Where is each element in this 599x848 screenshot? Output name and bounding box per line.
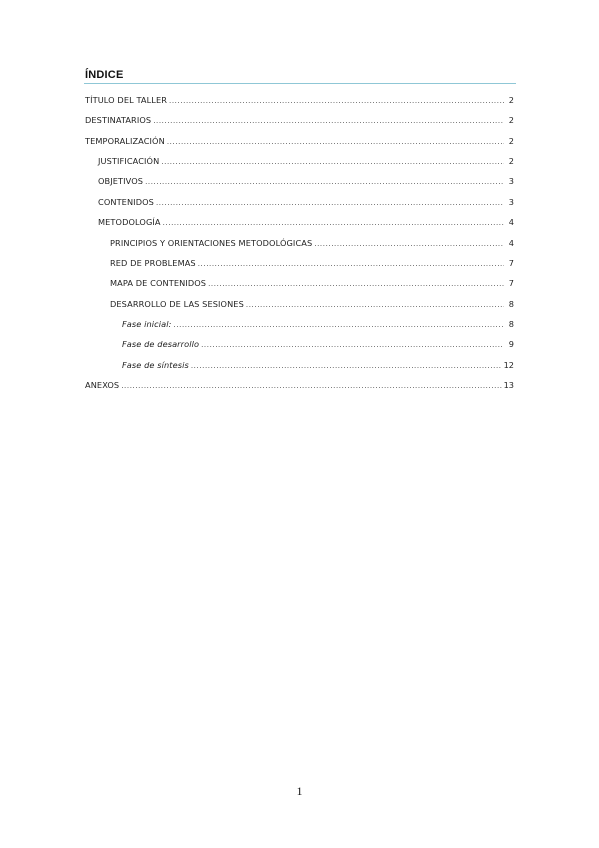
toc-entry-page: 4 [508,237,514,248]
toc-entry[interactable] [110,276,514,290]
toc-entry-page: 7 [508,278,514,289]
toc-entry-page: 3 [508,176,514,187]
toc-dot-leader [314,237,504,251]
toc-dot-leader [153,114,504,128]
index-heading: ÍNDICE [85,69,124,81]
toc-entry-page: 2 [508,95,514,105]
toc-entry-label: TEMPORALIZACIÓN [85,135,165,146]
toc-entry-label: PRINCIPIOS Y ORIENTACIONES METODOLÓGICAS [110,237,313,248]
toc-entry-page: 9 [508,339,514,350]
toc-entry-page: 3 [508,196,514,207]
toc-entry[interactable] [98,195,514,209]
toc-entry[interactable] [98,174,514,188]
toc-entry[interactable] [110,236,514,250]
heading-underline [84,83,516,84]
toc-entry[interactable] [110,256,514,270]
toc-entry-page: 2 [508,135,514,146]
toc-entry[interactable] [98,215,514,229]
toc-entry[interactable] [85,378,514,392]
toc-dot-leader [167,135,504,149]
toc-entry[interactable] [122,317,514,331]
toc-entry-page: 12 [503,359,514,370]
toc-entry-page: 7 [508,257,514,268]
toc-entry-page: 4 [508,217,514,228]
toc-entry[interactable] [85,93,514,107]
toc-dot-leader [174,318,505,332]
toc-dot-leader [161,155,504,169]
toc-dot-leader [163,216,504,230]
toc-entry-page: 2 [508,156,514,167]
toc-dot-leader [246,298,504,312]
toc-entry-label: JUSTIFICACIÓN [98,156,160,167]
toc-entry-label: MAPA DE CONTENIDOS [110,278,207,289]
toc-entry-label: CONTENIDOS [98,196,154,207]
toc-entry-label: Fase de síntesis [122,359,189,370]
toc-entry[interactable] [122,337,514,351]
toc-dot-leader [121,379,501,393]
toc-entry-label: RED DE PROBLEMAS [110,257,196,268]
toc-entry-label: Fase inicial: [122,318,172,329]
page-number: 1 [296,784,303,798]
toc-dot-leader [145,175,504,189]
toc-entry[interactable] [85,113,514,127]
toc-dot-leader [198,257,504,271]
toc-dot-leader [191,359,502,373]
toc-entry-label: TÍTULO DEL TALLER [85,95,168,105]
toc-entry[interactable] [98,154,514,168]
toc-entry[interactable] [85,134,514,148]
toc-entry-label: DESTINATARIOS [85,115,152,126]
toc-entry[interactable] [122,358,514,372]
toc-entry[interactable] [110,297,514,311]
toc-entry-label: ANEXOS [85,379,120,390]
toc-entry-page: 8 [508,318,514,329]
toc-entry-label: Fase de desarrollo [122,339,200,350]
toc-entry-label: METODOLOGÍA [98,217,161,228]
toc-dot-leader [169,94,504,108]
toc-entry-label: OBJETIVOS [98,176,144,187]
toc-entry-page: 2 [508,115,514,126]
toc-dot-leader [201,338,504,352]
toc-entry-page: 13 [503,379,514,390]
toc-entry-label: DESARROLLO DE LAS SESIONES [110,298,244,309]
toc-entry-page: 8 [508,298,514,309]
toc-dot-leader [208,277,504,291]
toc-dot-leader [156,196,504,210]
